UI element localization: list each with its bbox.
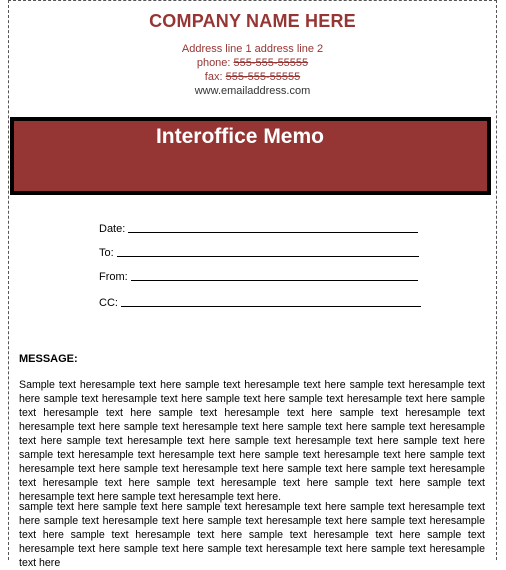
to-field[interactable] (99, 247, 419, 259)
message-label: MESSAGE: (19, 353, 78, 365)
from-field[interactable] (99, 271, 418, 283)
date-field[interactable] (99, 223, 418, 235)
phone-label: phone: (196, 57, 234, 69)
to-label: To: (99, 247, 114, 259)
phone-number: 555-555-55555 (233, 57, 309, 69)
date-label: Date: (99, 223, 126, 235)
memo-title: Interoffice Memo (155, 125, 324, 148)
cc-field[interactable] (99, 297, 421, 309)
from-label: From: (99, 271, 128, 283)
company-name: COMPANY NAME HERE (149, 11, 356, 31)
memo-page (8, 0, 497, 569)
phone-line (9, 56, 496, 70)
contact-info (9, 42, 496, 98)
message-paragraph-1: Sample text heresample text here sample text heresample text here sample text heresample text here sample text heresample text here sample text here sample text heresample text here sample text heresample text here sample text heresample text here sample text heresample text heresample text here sample text heresample text here sample text here sample text heresample text here sample text heresample text here sample text heresample text here sample text here sample text heresample text heresample text here sample text heresample text here sample text heresample text here sample text heresample text here sample text here sample text heresample text heresample text here sample text heresample text here sample text here sample text heresample text here sample text heresample text here. (19, 379, 485, 503)
address-line: Address line 1 address line 2 (181, 43, 324, 55)
website: www.emailaddress.com (194, 85, 311, 97)
to-line[interactable] (117, 255, 419, 257)
date-line[interactable] (128, 231, 418, 233)
fax-label: fax: (204, 71, 226, 83)
fax-number: 555-555-55555 (225, 71, 301, 83)
fax-line (9, 70, 496, 84)
cc-label: CC: (99, 297, 118, 309)
message-paragraph-2: sample text here sample text here sample text heresample text here sample text heresample text here sample text heresample text here sample text heresample text here sample text heresample text here sample text heresample text here sample text heresample text here sample text heresample text here sample text here sample text heresample text here sample text heresample text here (19, 501, 485, 569)
letterhead (9, 11, 496, 98)
cc-line[interactable] (121, 305, 421, 307)
from-line[interactable] (131, 279, 418, 281)
memo-banner (10, 117, 491, 195)
